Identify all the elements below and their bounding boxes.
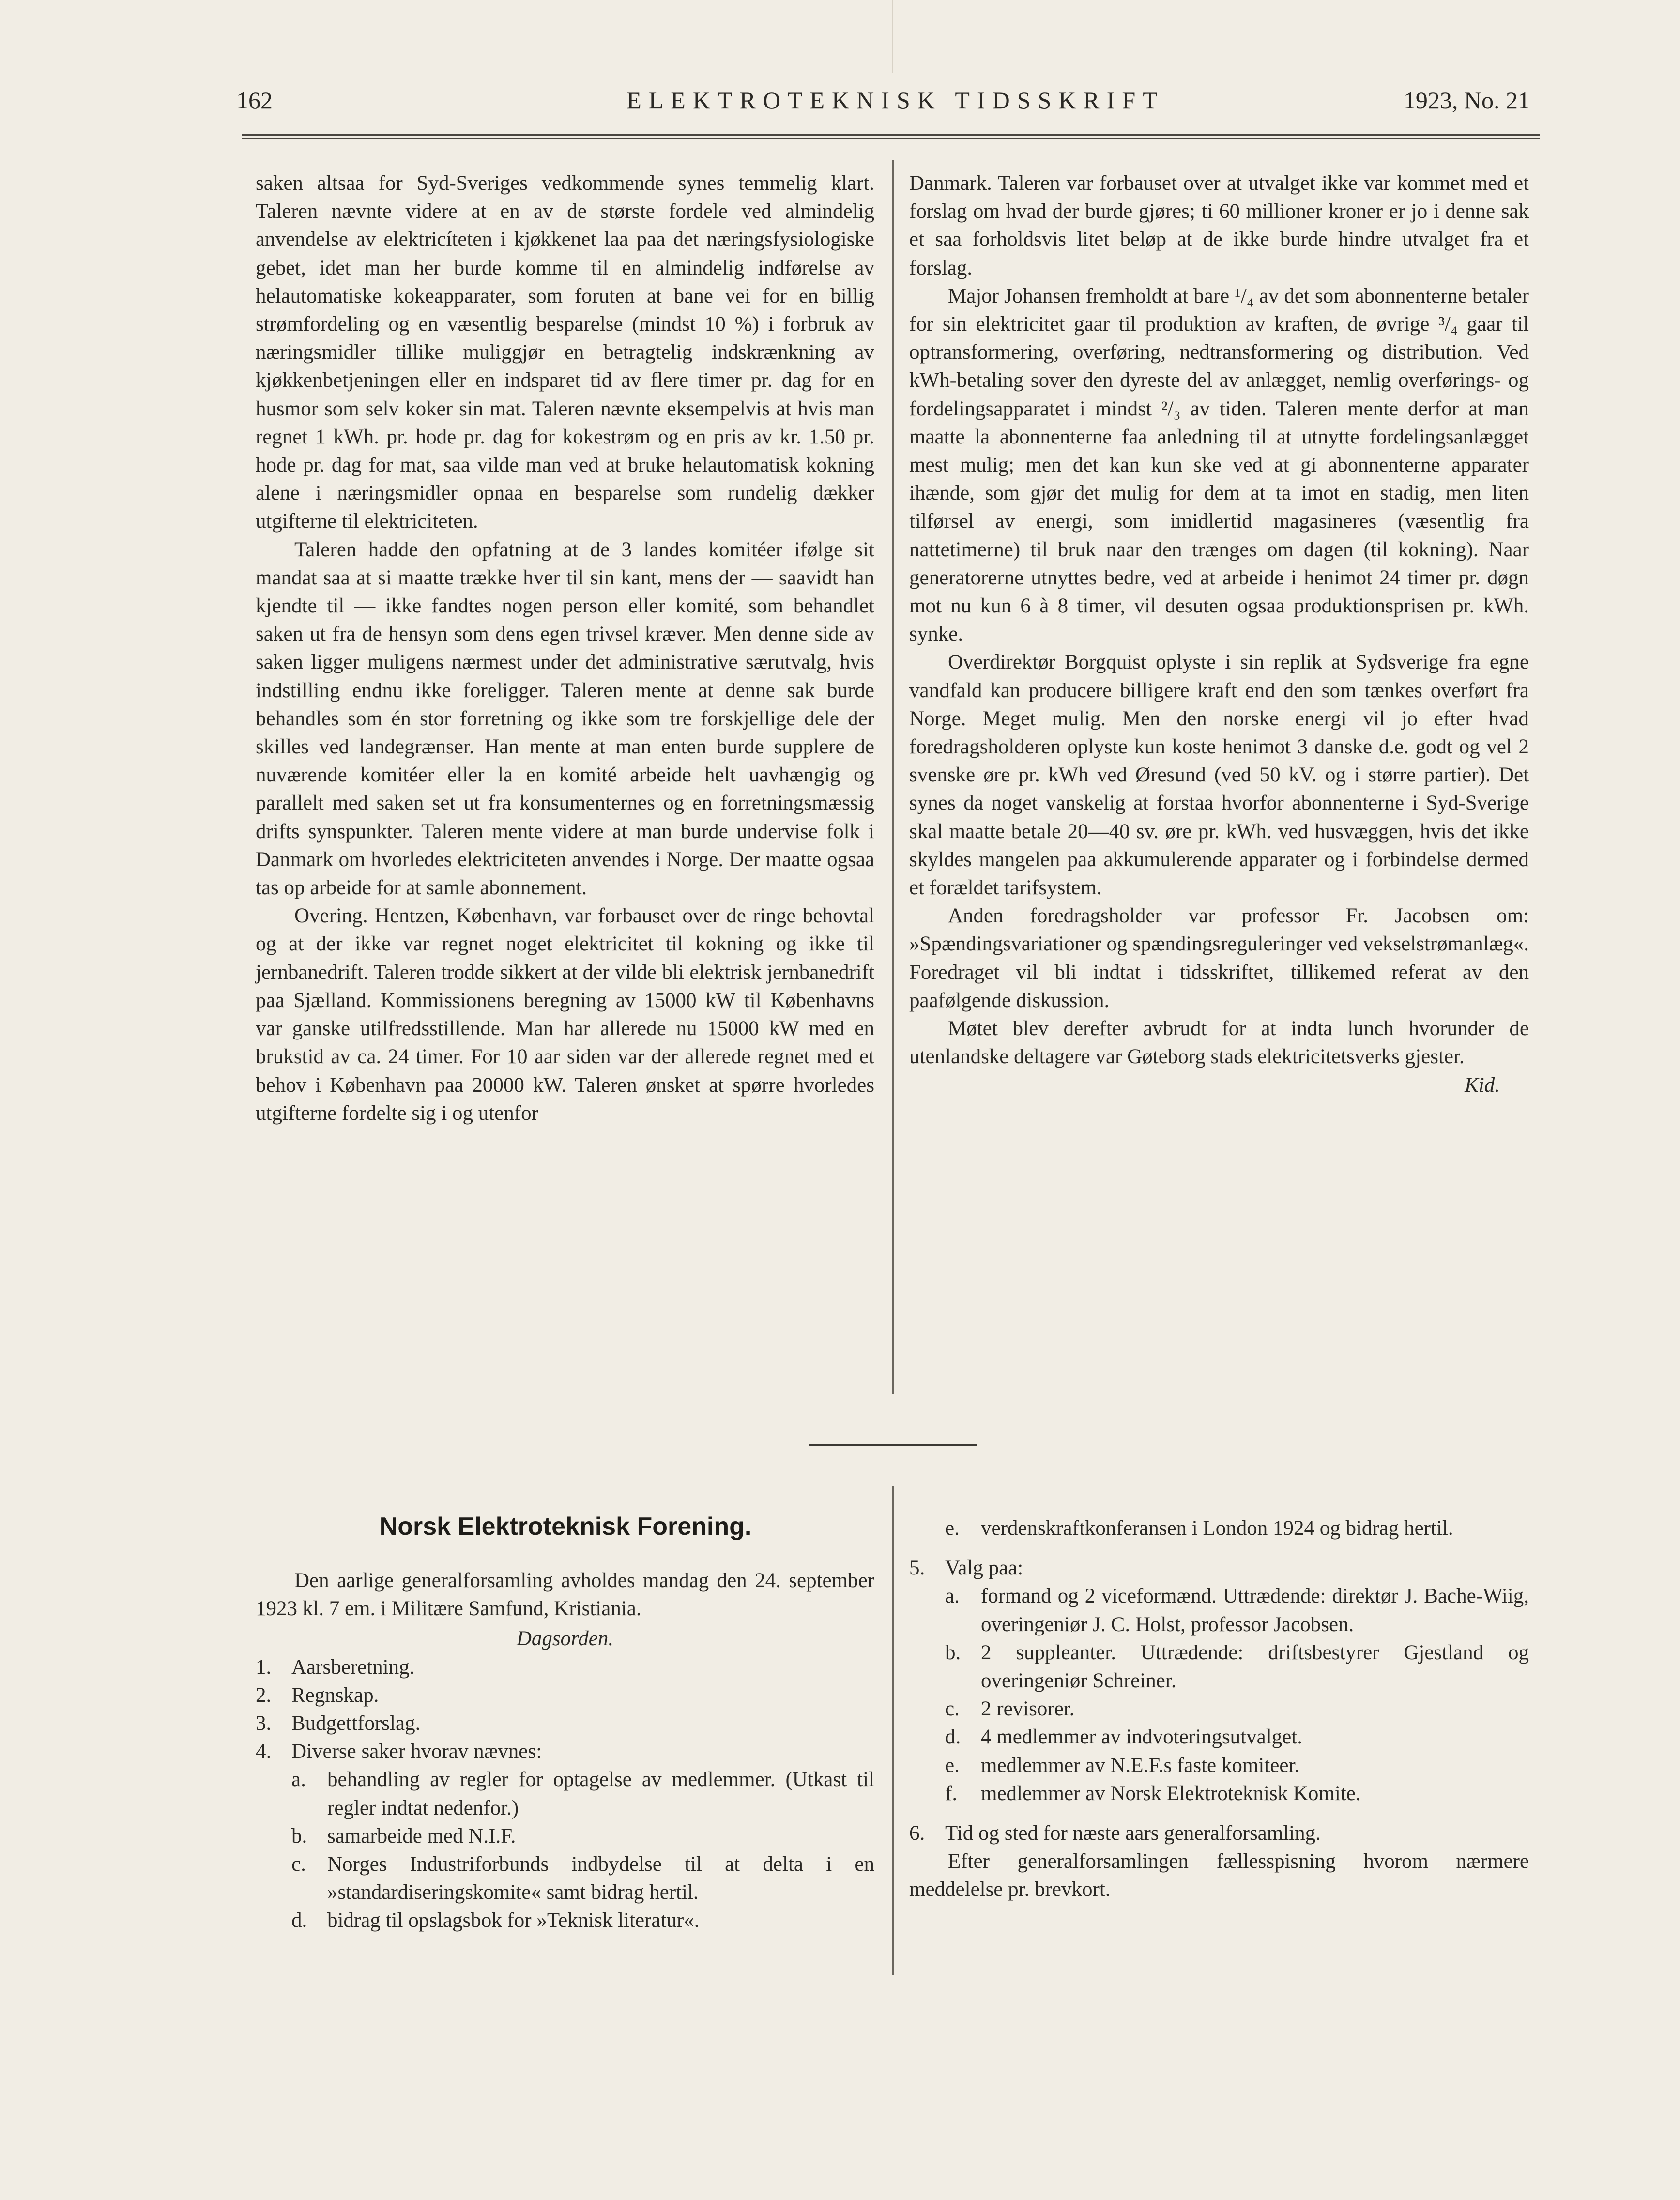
agenda-subitem-letter: c.: [291, 1853, 306, 1876]
agenda-item-number: 1.: [256, 1655, 272, 1679]
agenda-subitem-text: Norges Industriforbunds indbydelse til at delta i en »standardiseringskomite« samt bidrag hertil.: [327, 1853, 874, 1904]
agenda-subitem-text: bidrag til opslagsbok for »Teknisk literatur«.: [327, 1909, 700, 1932]
agenda-item-text: Tid og sted for næste aars generalforsamling.: [945, 1822, 1321, 1845]
agenda-subitem-text: verdenskraftkonferansen i London 1924 og bidrag hertil.: [981, 1517, 1453, 1540]
agenda-subitem: [909, 1639, 1529, 1695]
agenda-subitem-letter: b.: [291, 1824, 307, 1848]
agenda-subitem: [909, 1582, 1529, 1638]
agenda-subitem-text: formand og 2 viceformænd. Uttrædende: direktør J. Bache-Wiig, overingeniør J. C. Holst, professor Jacobsen.: [981, 1585, 1529, 1636]
agenda-item-number: 4.: [256, 1740, 272, 1763]
notice-intro: Den aarlige generalforsamling avholdes mandag den 24. september 1923 kl. 7 em. i Militære Samfund, Kristiania.: [256, 1569, 874, 1620]
agenda-item: [909, 1554, 1529, 1582]
article-paragraph: Danmark. Taleren var forbauset over at utvalget ikke var kommet med et forslag om hvad der burde gjøres; ti 60 millioner kroner er jo i denne sak et saa forholdsvis litet beløp at de ikke burde hindre utvalget fra et forslag.: [909, 172, 1529, 279]
agenda-subitem-text: medlemmer av N.E.F.s faste komiteer.: [981, 1754, 1300, 1777]
article-paragraph: Møtet blev derefter avbrudt for at indta lunch hvorunder de utenlandske deltagere var Gøteborg stads elektricitetsverks gjester.: [909, 1017, 1529, 1069]
article-paragraph: Overing. Hentzen, København, var forbauset over de ringe behovtal og at der ikke var regnet noget elektricitet til kokning og ikke til jernbanedrift. Taleren trodde sikkert at der vilde bli elektrisk jernbanedrift paa Sjælland. Kommissionens beregning av 15000 kW til Københavns var ganske utilfredsstillende. Man har allerede nu 15000 kW med en brukstid av ca. 24 timer. For 10 aar siden var der allerede regnet med et behov i København paa 20000 kW. Taleren ønsket at spørre hvorledes utgifterne fordelte sig i og utenfor: [256, 904, 874, 1125]
header-rule-thick: [242, 134, 1540, 136]
agenda-subitem: [909, 1695, 1529, 1723]
agenda-item: [256, 1738, 874, 1766]
article-paragraph: Overdirektør Borgquist oplyste i sin replik at Sydsverige fra egne vandfald kan producere billigere kraft end den som tænkes overført fra Norge. Meget mulig. Men den norske energi vil jo efter hvad foredragsholderen oplyste kun koste henimot 3 danske d.e. godt og vel 2 svenske øre pr. kWh ved Øresund (ved 50 kV. og i større partier). Det synes da noget vanskelig at forstaa hvorfor abonnenterne i Syd-Sverige skal maatte betale 20—40 sv. øre pr. kWh. ved husvæggen, hvis det ikke skyldes mangelen paa akkumulerende apparater og i forbindelse dermed et forældet tarifsystem.: [909, 651, 1529, 900]
agenda-item-number: 5.: [909, 1557, 925, 1580]
section-divider: [809, 1444, 977, 1446]
agenda-subitem-letter: a.: [291, 1768, 306, 1791]
article-paragraph: Anden foredragsholder var professor Fr. Jacobsen om: »Spændingsvariationer og spændingsreguleringer ved vekselstrømanlæg«. Foredraget vil bli indtat i tidsskriftet, tillikemed referat av den paafølgende diskussion.: [909, 904, 1529, 1012]
agenda-subitem-letter: b.: [945, 1641, 961, 1664]
agenda-subitem-text: behandling av regler for optagelse av medlemmer. (Utkast til regler indtat nedenfor.): [327, 1768, 874, 1819]
agenda-title: Dagsorden.: [516, 1627, 614, 1650]
agenda-subitem: [256, 1907, 874, 1935]
agenda-subitem-letter: d.: [945, 1726, 961, 1749]
agenda-subitem: [256, 1850, 874, 1907]
agenda-subitem-letter: f.: [945, 1782, 958, 1805]
notice-left-column: [256, 1567, 874, 1935]
article-left-column: [256, 169, 874, 1128]
article-paragraph: Major Johansen fremholdt at bare ¹/₄ av det som abonnenterne betaler for sin elektricitet gaar til produktion av kraften, de øvrige ³/₄ gaar til optransformering, overføring, nedtransformering og distribution. Ved kWh-betaling sover den dyreste del av anlægget, nemlig overførings- og fordelingsapparatet i mindst ²/₃ av tiden. Taleren mente derfor at man maatte la abonnenterne faa anledning til at utnytte fordelingsanlægget mest mulig; men det kan kun ske ved at gi abonnenterne apparater ihænde, som gjør det mulig for dem at ta imot en stadig, men liten tilførsel av energi, som imidlertid magasineres (væsentlig fra nattetimerne) til bruk naar den trænges om dagen (til kokning). Naar generatorerne utnyttes bedre, ved at arbeide i henimot 24 timer pr. døgn mot nu kun 6 à 8 timer, vil desuten ogsaa produktionsprisen pr. kWh. synke.: [909, 284, 1529, 646]
column-divider-bottom: [892, 1486, 894, 1975]
agenda-subitem-letter: e.: [945, 1754, 960, 1777]
agenda-subitem: [256, 1822, 874, 1850]
agenda-item-text: Regnskap.: [291, 1683, 379, 1707]
article-paragraph: Taleren hadde den opfatning at de 3 landes komitéer ifølge sit mandat saa at si maatte trække hver til sin kant, mens der — saavidt han kjendte til — ikke fandtes nogen person eller komité, som behandlet saken ut fra de hensyn som dens egen trivsel kræver. Men denne side av saken ligger muligens nærmest under det administrative særutvalg, hvis indstilling endnu ikke foreligger. Taleren mente at denne sak burde behandles som én stor forretning og ikke som tre forskjellige dele der skilles ved landegrænser. Han mente at man enten burde supplere de nuværende komitéer eller la en komité arbeide helt uavhængig og parallelt med saken set ut fra konsumenternes og en forretningsmæssig drifts synspunkter. Taleren mente videre at man burde undervise folk i Danmark om hvorledes elektriciteten anvendes i Norge. Der maatte ogsaa tas op arbeide for at samle abonnement.: [256, 538, 874, 900]
article-right-column: [909, 169, 1529, 1100]
agenda-item-text: Diverse saker hvorav nævnes:: [291, 1740, 542, 1763]
agenda-item-number: 3.: [256, 1712, 272, 1735]
agenda-subitem: [909, 1752, 1529, 1780]
header-rule-thin: [242, 138, 1540, 139]
agenda-subitem-text: 2 suppleanter. Uttrædende: driftsbestyrer Gjestland og overingeniør Schreiner.: [981, 1641, 1529, 1693]
agenda-item: [256, 1710, 874, 1738]
agenda-subitem-letter: a.: [945, 1585, 960, 1608]
scan-fold-mark: [892, 0, 893, 73]
agenda-subitem: [909, 1780, 1529, 1808]
agenda-subitem-text: samarbeide med N.I.F.: [327, 1824, 516, 1848]
column-divider-top: [892, 160, 894, 1394]
issue-label: 1923, No. 21: [1403, 87, 1530, 114]
article-signature: Kid.: [1465, 1073, 1500, 1097]
agenda-subitem-letter: c.: [945, 1697, 960, 1721]
notice-title: Norsk Elektroteknisk Forening.: [379, 1512, 752, 1541]
agenda-subitem: [909, 1514, 1529, 1543]
agenda-subitem-text: 2 revisorer.: [981, 1697, 1075, 1721]
agenda-subitem: [256, 1766, 874, 1822]
journal-title: ELEKTROTEKNISK TIDSSKRIFT: [626, 87, 1165, 114]
agenda-item-number: 2.: [256, 1683, 272, 1707]
agenda-subitem: [909, 1723, 1529, 1751]
agenda-subitem-letter: e.: [945, 1517, 960, 1540]
agenda-item-number: 6.: [909, 1822, 925, 1845]
agenda-subitem-letter: d.: [291, 1909, 307, 1932]
article-paragraph: saken altsaa for Syd-Sveriges vedkommende synes temmelig klart. Taleren nævnte videre at en av de største fordele ved almindelig anvendelse av elektricíteten i kjøkkenet laa paa det næringsfysiologiske gebet, idet man her burde komme til en almindelig indførelse av helautomatiske kokeapparater, som foruten at bane vei for en billig strømfordeling og en væsentlig besparelse (mindst 10 %) i forbruk av næringsmidler tillike muliggjør en betragtelig indskrænkning av kjøkkenbetjeningen eller en indsparet tid av flere timer pr. dag for en husmor som selv koker sin mat. Taleren nævnte eksempelvis at hvis man regnet 1 kWh. pr. hode pr. dag for kokestrøm og en pris av kr. 1.50 pr. hode pr. dag for mat, saa vilde man ved at bruke helautomatisk kokning alene i næringsmidler opnaa en besparelse som rundelig dækker utgifterne til elektriciteten.: [256, 172, 874, 533]
agenda-subitem-text: medlemmer av Norsk Elektroteknisk Komite.: [981, 1782, 1361, 1805]
page-number: 162: [236, 87, 273, 114]
agenda-subitem-text: 4 medlemmer av indvoteringsutvalget.: [981, 1726, 1302, 1749]
notice-closing: Efter generalforsamlingen fællesspisning hvorom nærmere meddelelse pr. brevkort.: [909, 1850, 1529, 1901]
agenda-item: [256, 1653, 874, 1681]
agenda-item: [256, 1681, 874, 1710]
agenda-item-text: Aarsberetning.: [291, 1655, 415, 1679]
agenda-item-text: Valg paa:: [945, 1557, 1023, 1580]
agenda-item: [909, 1819, 1529, 1848]
agenda-item-text: Budgettforslag.: [291, 1712, 421, 1735]
notice-right-column: [909, 1514, 1529, 1904]
